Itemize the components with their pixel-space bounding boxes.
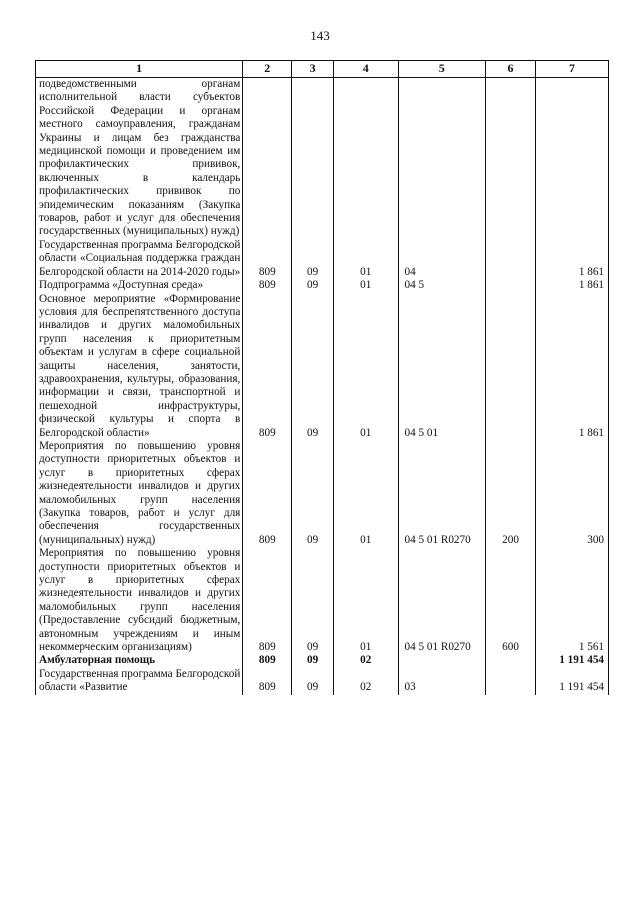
cell-ved: 809 [243,668,292,695]
cell-name: Государственная программа Белгородской области «Развитие [36,668,243,695]
cell-name: Основное мероприятие «Формирование условия для беспрепятственного доступа инвалидов и других маломобильных групп населения к приоритетным объектам и услугам в сфере социальной защиты населения, занятости, здравоохранения, культуры, образования, информации и связи, транспортной и пешеходной инфраструктуры, физической культуры и спорта в Белгородской области» [36,293,243,440]
header-cell: 6 [486,61,536,78]
cell-ved: 809 [243,279,292,292]
cell-name: подведомственными органам исполнительной власти субъектов Российской Федерации и органам местного самоуправления, гражданам Украины и лицам без гражданства медицинской помощи и проведением им профилактических прививок, включенных в календарь профилактических прививок по эпидемическим показаниям (Закупка товаров, работ и услуг для обеспечения государственных (муниципальных) нужд) [36,78,243,239]
cell-vr [486,293,536,440]
table-row [36,239,609,279]
cell-rz: 09 [292,279,334,292]
cell-name: Мероприятия по повышению уровня доступности приоритетных объектов и услуг в приоритетных сферах жизнедеятельности инвалидов и других маломобильных групп населения (Закупка товаров, работ и услуг для обеспечения государственных (муниципальных) нужд) [36,440,243,547]
table-row [36,279,609,292]
cell-name: Подпрограмма «Доступная среда» [36,279,243,292]
cell-rz: 09 [292,239,334,279]
cell-vr [486,654,536,667]
cell-ved: 809 [243,440,292,547]
cell-pr: 01 [333,293,398,440]
cell-csr: 04 5 [398,279,486,292]
table-row [36,78,609,239]
cell-sum: 300 [536,440,609,547]
cell-rz: 09 [292,668,334,695]
cell-ved [243,78,292,239]
cell-csr: 04 [398,239,486,279]
cell-rz: 09 [292,654,334,667]
cell-ved: 809 [243,239,292,279]
cell-sum [536,78,609,239]
cell-csr: 04 5 01 R0270 [398,547,486,654]
cell-sum: 1 561 [536,547,609,654]
cell-pr: 01 [333,239,398,279]
cell-sum: 1 861 [536,293,609,440]
header-row [36,61,609,78]
cell-vr [486,239,536,279]
cell-rz: 09 [292,440,334,547]
cell-sum: 1 861 [536,239,609,279]
cell-ved: 809 [243,654,292,667]
cell-pr: 01 [333,279,398,292]
cell-name: Государственная программа Белгородской области «Социальная поддержка граждан Белгородской области на 2014-2020 годы» [36,239,243,279]
cell-sum: 1 191 454 [536,668,609,695]
cell-pr [333,78,398,239]
cell-sum: 1 861 [536,279,609,292]
cell-ved: 809 [243,547,292,654]
table-row [36,654,609,667]
cell-vr [486,668,536,695]
cell-csr: 04 5 01 [398,293,486,440]
table-row [36,547,609,654]
cell-ved: 809 [243,293,292,440]
cell-name: Мероприятия по повышению уровня доступности приоритетных объектов и услуг в приоритетных сферах жизнедеятельности инвалидов и других маломобильных групп населения (Предоставление субсидий бюджетным, автономным учреждениям и иным некоммерческим организациям) [36,547,243,654]
header-cell: 1 [36,61,243,78]
cell-pr: 01 [333,547,398,654]
cell-pr: 02 [333,654,398,667]
cell-vr [486,78,536,239]
cell-csr [398,654,486,667]
header-cell: 3 [292,61,334,78]
table-row [36,293,609,440]
header-cell: 4 [333,61,398,78]
cell-name: Амбулаторная помощь [36,654,243,667]
cell-vr [486,279,536,292]
cell-sum: 1 191 454 [536,654,609,667]
cell-vr: 600 [486,547,536,654]
header-cell: 7 [536,61,609,78]
cell-csr: 04 5 01 R0270 [398,440,486,547]
cell-vr: 200 [486,440,536,547]
table-row [36,440,609,547]
cell-rz: 09 [292,547,334,654]
cell-rz [292,78,334,239]
table-body [36,78,609,695]
cell-csr [398,78,486,239]
header-cell: 5 [398,61,486,78]
cell-rz: 09 [292,293,334,440]
table-row [36,668,609,695]
cell-csr: 03 [398,668,486,695]
cell-pr: 02 [333,668,398,695]
budget-table [35,60,609,695]
page-number: 143 [310,28,330,43]
header-cell: 2 [243,61,292,78]
cell-pr: 01 [333,440,398,547]
